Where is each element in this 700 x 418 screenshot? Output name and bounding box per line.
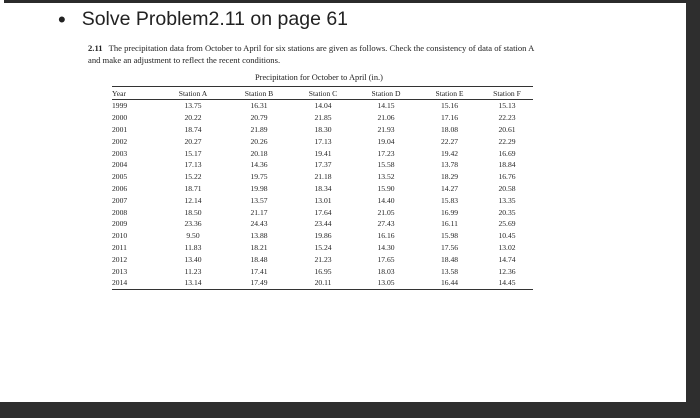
cell-station-e: 16.11 bbox=[441, 219, 458, 229]
cell-station-d: 15.58 bbox=[377, 160, 395, 170]
cell-station-f: 20.58 bbox=[498, 183, 516, 193]
cell-station-b: 17.49 bbox=[226, 277, 292, 289]
cell-station-c: 13.01 bbox=[314, 195, 332, 205]
cell-station-b: 21.89 bbox=[250, 124, 268, 134]
cell-station-f: 20.61 bbox=[498, 124, 516, 134]
cell-year: 2013 bbox=[112, 266, 128, 276]
cell-station-d: 13.05 bbox=[354, 277, 418, 289]
table-row bbox=[112, 253, 533, 265]
cell-station-e: 16.44 bbox=[418, 277, 481, 289]
cell-station-b: 14.36 bbox=[250, 160, 268, 170]
cell-year: 2001 bbox=[112, 124, 128, 134]
cell-station-f: 12.36 bbox=[498, 266, 516, 276]
precipitation-table bbox=[112, 86, 533, 290]
cell-station-a: 15.22 bbox=[184, 172, 202, 182]
cell-station-b: 24.43 bbox=[250, 219, 268, 229]
cell-station-b: 13.57 bbox=[250, 195, 268, 205]
cell-station-f: 16.69 bbox=[498, 148, 516, 158]
cell-station-c: 14.04 bbox=[314, 101, 332, 111]
cell-station-f: 25.69 bbox=[498, 219, 516, 229]
table-row bbox=[112, 135, 533, 147]
cell-station-a: 15.17 bbox=[184, 148, 202, 158]
cell-station-c: 17.13 bbox=[314, 136, 332, 146]
table-row bbox=[112, 265, 533, 277]
header-station-e: Station E bbox=[418, 87, 481, 100]
cell-station-f: 14.45 bbox=[481, 277, 533, 289]
cell-station-e: 19.42 bbox=[440, 148, 459, 158]
cell-station-c: 17.64 bbox=[314, 207, 332, 217]
cell-station-d: 21.05 bbox=[377, 207, 395, 217]
cell-station-f: 20.35 bbox=[498, 207, 516, 217]
table-row bbox=[112, 194, 533, 206]
cell-station-f: 13.35 bbox=[498, 195, 516, 205]
cell-station-d: 21.93 bbox=[377, 124, 395, 134]
cell-station-a: 17.13 bbox=[184, 160, 202, 170]
cell-station-b: 16.31 bbox=[250, 101, 268, 111]
table-row bbox=[112, 171, 533, 183]
cell-station-a: 13.75 bbox=[184, 101, 202, 111]
cell-station-f: 14.74 bbox=[498, 254, 516, 264]
cell-station-d: 17.23 bbox=[377, 148, 395, 158]
cell-station-e: 15.16 bbox=[440, 101, 459, 111]
cell-station-e: 18.29 bbox=[440, 172, 459, 182]
cell-station-d: 27.43 bbox=[377, 219, 395, 229]
cell-station-f: 15.13 bbox=[498, 101, 516, 111]
cell-station-b: 13.88 bbox=[250, 231, 268, 241]
window-left-edge bbox=[0, 0, 4, 418]
table-row bbox=[112, 218, 533, 230]
cell-station-b: 19.75 bbox=[250, 172, 268, 182]
cell-year: 2002 bbox=[112, 136, 128, 146]
cell-station-d: 16.16 bbox=[377, 231, 395, 241]
cell-station-b: 18.48 bbox=[250, 254, 268, 264]
cell-station-a: 13.14 bbox=[160, 277, 226, 289]
cell-station-d: 17.65 bbox=[377, 254, 395, 264]
slide-bullet-text: Solve Problem2.11 on page 61 bbox=[81, 8, 349, 30]
cell-station-a: 11.23 bbox=[184, 266, 202, 276]
table-row bbox=[112, 242, 533, 254]
cell-year: 2010 bbox=[112, 231, 128, 241]
cell-year: 2003 bbox=[112, 148, 128, 158]
cell-year: 2007 bbox=[112, 195, 128, 205]
cell-station-e: 13.58 bbox=[440, 266, 459, 276]
cell-station-c: 20.11 bbox=[292, 277, 354, 289]
window-bottom-edge bbox=[0, 402, 700, 418]
cell-station-b: 20.79 bbox=[250, 113, 268, 123]
cell-station-b: 17.41 bbox=[250, 266, 268, 276]
cell-station-a: 18.74 bbox=[184, 124, 202, 134]
cell-station-a: 18.50 bbox=[184, 207, 202, 217]
cell-station-e: 13.78 bbox=[440, 160, 459, 170]
cell-year: 1999 bbox=[112, 101, 128, 111]
cell-station-d: 13.52 bbox=[377, 172, 395, 182]
table-row bbox=[112, 124, 533, 136]
cell-station-a: 9.50 bbox=[186, 231, 200, 241]
cell-station-b: 21.17 bbox=[250, 207, 268, 217]
cell-station-c: 15.24 bbox=[314, 242, 332, 252]
cell-station-b: 19.98 bbox=[250, 183, 268, 193]
cell-station-c: 18.30 bbox=[314, 124, 332, 134]
bullet-dot-icon: • bbox=[58, 6, 66, 32]
cell-station-e: 17.16 bbox=[440, 113, 459, 123]
window-top-edge bbox=[0, 0, 700, 3]
cell-station-b: 20.18 bbox=[250, 148, 268, 158]
cell-station-f: 10.45 bbox=[498, 231, 516, 241]
cell-year: 2005 bbox=[112, 172, 128, 182]
window-right-edge bbox=[686, 0, 700, 418]
cell-station-f: 13.02 bbox=[498, 242, 516, 252]
cell-station-e: 17.56 bbox=[440, 242, 459, 252]
cell-station-b: 18.21 bbox=[250, 242, 268, 252]
problem-text: The precipitation data from October to April for six stations are given as follows. Check the consistency of data of station A and make an adjustment to reflect the recent conditions. bbox=[88, 43, 534, 65]
cell-year: 2014 bbox=[112, 277, 160, 289]
problem-statement bbox=[88, 42, 548, 66]
table-row bbox=[112, 206, 533, 218]
table-row bbox=[112, 230, 533, 242]
cell-year: 2009 bbox=[112, 219, 128, 229]
cell-station-c: 16.95 bbox=[314, 266, 332, 276]
table-row bbox=[112, 147, 533, 159]
header-year: Year bbox=[112, 87, 160, 100]
cell-station-d: 14.30 bbox=[377, 242, 395, 252]
cell-station-f: 18.84 bbox=[498, 160, 516, 170]
table-row bbox=[112, 183, 533, 195]
header-station-c: Station C bbox=[292, 87, 354, 100]
table-row bbox=[112, 112, 533, 124]
cell-station-f: 16.76 bbox=[498, 172, 516, 182]
cell-station-a: 20.22 bbox=[184, 113, 202, 123]
cell-station-a: 11.83 bbox=[184, 242, 202, 252]
cell-station-a: 23.36 bbox=[184, 219, 202, 229]
table-body bbox=[112, 100, 533, 290]
problem-number: 2.11 bbox=[88, 43, 103, 53]
cell-year: 2012 bbox=[112, 254, 128, 264]
cell-station-d: 19.04 bbox=[377, 136, 395, 146]
cell-station-c: 19.41 bbox=[314, 148, 332, 158]
cell-station-f: 22.29 bbox=[498, 136, 516, 146]
cell-station-b: 20.26 bbox=[250, 136, 268, 146]
cell-year: 2006 bbox=[112, 183, 128, 193]
cell-station-a: 13.40 bbox=[184, 254, 202, 264]
cell-station-c: 21.85 bbox=[314, 113, 332, 123]
header-station-b: Station B bbox=[226, 87, 292, 100]
cell-station-e: 18.08 bbox=[440, 124, 459, 134]
cell-station-c: 23.44 bbox=[314, 219, 332, 229]
header-station-f: Station F bbox=[481, 87, 533, 100]
cell-station-e: 15.98 bbox=[440, 231, 459, 241]
cell-station-e: 18.48 bbox=[440, 254, 459, 264]
cell-station-c: 19.86 bbox=[314, 231, 332, 241]
cell-year: 2000 bbox=[112, 113, 128, 123]
table-row bbox=[112, 100, 533, 112]
cell-station-f: 22.23 bbox=[498, 113, 516, 123]
cell-year: 2004 bbox=[112, 160, 128, 170]
cell-station-a: 18.71 bbox=[184, 183, 202, 193]
cell-year: 2011 bbox=[112, 242, 127, 252]
cell-station-d: 18.03 bbox=[377, 266, 395, 276]
cell-station-c: 21.23 bbox=[314, 254, 332, 264]
cell-station-e: 16.99 bbox=[440, 207, 459, 217]
cell-year: 2008 bbox=[112, 207, 128, 217]
table-caption: Precipitation for October to April (in.) bbox=[255, 73, 383, 82]
cell-station-a: 12.14 bbox=[184, 195, 202, 205]
cell-station-a: 20.27 bbox=[184, 136, 202, 146]
cell-station-c: 18.34 bbox=[314, 183, 332, 193]
cell-station-d: 14.40 bbox=[377, 195, 395, 205]
table-row bbox=[112, 159, 533, 171]
cell-station-e: 14.27 bbox=[440, 183, 459, 193]
header-station-a: Station A bbox=[160, 87, 226, 100]
header-station-d: Station D bbox=[354, 87, 418, 100]
cell-station-d: 15.90 bbox=[377, 183, 395, 193]
table-header-row bbox=[112, 87, 533, 100]
cell-station-c: 17.37 bbox=[314, 160, 332, 170]
table-row bbox=[112, 277, 533, 289]
cell-station-e: 22.27 bbox=[440, 136, 459, 146]
cell-station-d: 21.06 bbox=[377, 113, 395, 123]
cell-station-e: 15.83 bbox=[440, 195, 459, 205]
cell-station-c: 21.18 bbox=[314, 172, 332, 182]
cell-station-d: 14.15 bbox=[377, 101, 395, 111]
slide-bullet bbox=[58, 8, 348, 31]
